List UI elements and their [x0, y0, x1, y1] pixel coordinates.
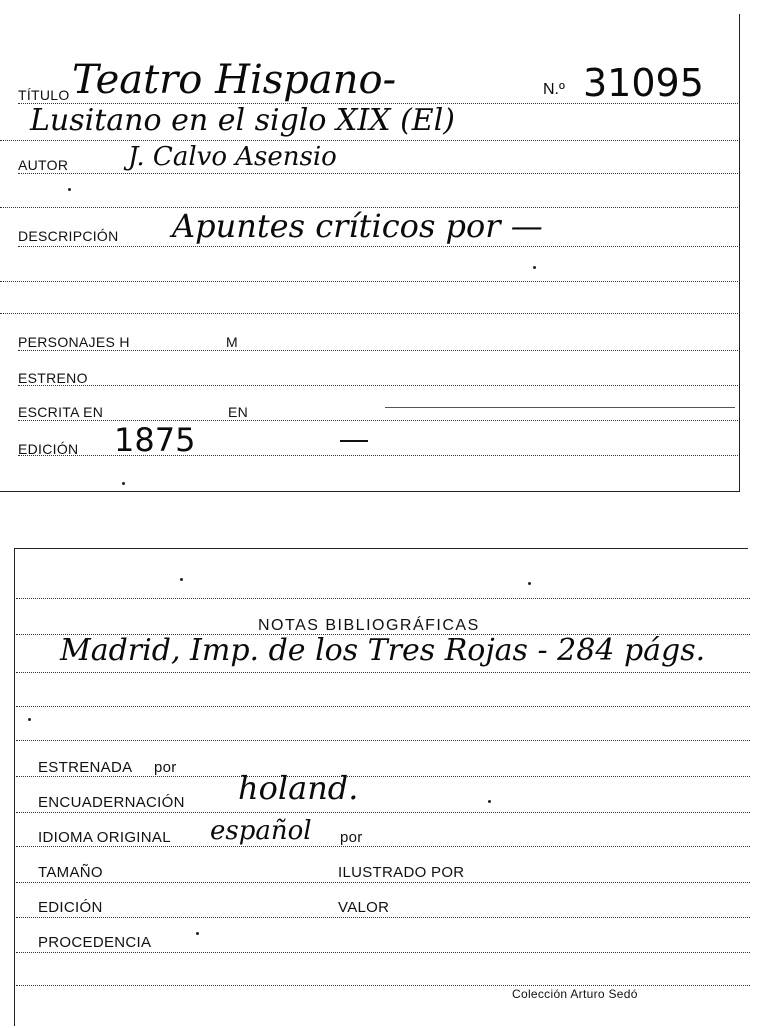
collection-footer: Colección Arturo Sedó	[512, 987, 638, 1001]
rule	[16, 740, 750, 741]
idioma-label: IDIOMA ORIGINAL	[38, 829, 171, 846]
ilustrado-label: ILUSTRADO POR	[338, 864, 465, 881]
rule	[16, 846, 750, 847]
autor-label: AUTOR	[18, 157, 69, 173]
notas-line1: Madrid, Imp. de los Tres Rojas - 284 págs.	[60, 633, 706, 668]
rule	[16, 706, 750, 707]
rule	[16, 776, 750, 777]
pen-mark	[385, 407, 735, 408]
escrita-en-label: ESCRITA EN	[18, 404, 104, 420]
encuadernacion-value: holand.	[238, 769, 359, 807]
escrita-en-2-label: EN	[228, 404, 249, 420]
titulo-value-line2: Lusitano en el siglo XIX (El)	[30, 103, 455, 138]
numero-prefix: N.º	[543, 81, 565, 98]
descripcion-value: Apuntes críticos por —	[172, 207, 543, 245]
pen-mark	[340, 440, 368, 442]
autor-value: J. Calvo Asensio	[128, 142, 337, 172]
titulo-value-line1: Teatro Hispano-	[72, 57, 397, 103]
speck	[196, 932, 199, 935]
speck	[68, 188, 71, 191]
valor-label: VALOR	[338, 899, 390, 916]
idioma-value: español	[210, 816, 312, 846]
edicion-label-bottom: EDICIÓN	[38, 899, 103, 916]
estreno-label: ESTRENO	[18, 370, 88, 386]
encuadernacion-label: ENCUADERNACIÓN	[38, 794, 185, 811]
rule	[0, 281, 738, 282]
rule	[16, 882, 750, 883]
tamano-label: TAMAÑO	[38, 864, 103, 881]
rule	[16, 917, 750, 918]
speck	[533, 266, 536, 269]
edicion-value: 1875	[114, 421, 196, 459]
edicion-label: EDICIÓN	[18, 441, 79, 457]
speck	[28, 718, 31, 721]
rule	[18, 385, 738, 386]
rule	[16, 598, 750, 599]
rule	[16, 672, 750, 673]
idioma-por-label: por	[340, 829, 363, 846]
titulo-label: TÍTULO	[18, 87, 70, 103]
procedencia-label: PROCEDENCIA	[38, 934, 152, 951]
numero-value: 31095	[583, 61, 704, 105]
estrenada-por-label: por	[154, 759, 177, 776]
notas-heading: NOTAS BIBLIOGRÁFICAS	[258, 617, 480, 634]
rule	[18, 246, 738, 247]
rule	[18, 173, 738, 174]
rule	[16, 812, 750, 813]
personajes-m-label: M	[226, 334, 238, 350]
personajes-label: PERSONAJES H	[18, 334, 130, 350]
rule	[0, 140, 738, 141]
rule	[0, 313, 738, 314]
descripcion-label: DESCRIPCIÓN	[18, 228, 119, 244]
rule	[16, 985, 750, 986]
speck	[122, 482, 125, 485]
rule	[18, 350, 738, 351]
speck	[180, 578, 183, 581]
estrenada-label: ESTRENADA	[38, 759, 133, 776]
speck	[528, 582, 531, 585]
speck	[488, 800, 491, 803]
rule	[16, 952, 750, 953]
